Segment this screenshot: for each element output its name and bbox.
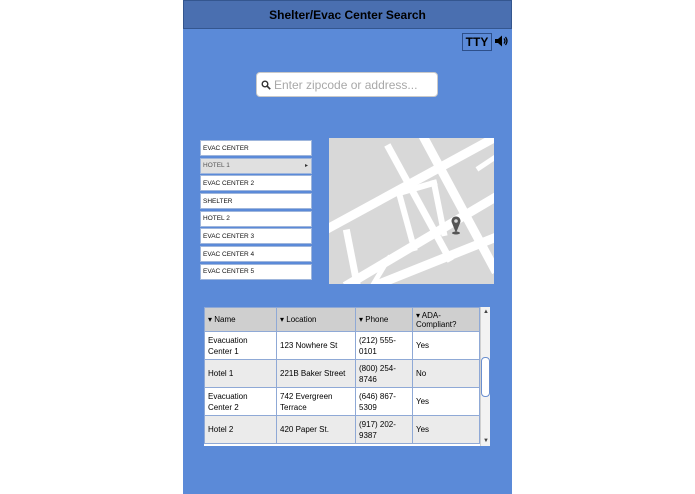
map-view[interactable] — [329, 138, 494, 284]
cell-ada: Yes — [413, 332, 480, 360]
list-item-label: EVAC CENTER 2 — [203, 179, 255, 187]
cell-phone: (917) 202-9387 — [356, 416, 413, 444]
cell-ada: Yes — [413, 416, 480, 444]
speaker-icon[interactable] — [494, 34, 508, 48]
table-row[interactable] — [205, 416, 480, 444]
sort-icon: ▾ — [416, 310, 421, 320]
cell-name: Hotel 1 — [205, 360, 277, 388]
map-streets — [329, 138, 494, 284]
list-item[interactable] — [200, 140, 312, 156]
chevron-right-icon: ▸ — [304, 163, 308, 170]
list-item[interactable] — [200, 211, 312, 227]
results-table — [204, 307, 490, 446]
cell-name: Evacuation Center 2 — [205, 388, 277, 416]
column-header-location[interactable] — [277, 308, 356, 332]
app-panel — [183, 0, 512, 494]
cell-location: 742 Evergreen Terrace — [277, 388, 356, 416]
list-item-label: SHELTER — [203, 197, 233, 205]
page-title: Shelter/Evac Center Search — [183, 0, 512, 29]
column-header-phone[interactable] — [356, 308, 413, 332]
cell-phone: (212) 555-0101 — [356, 332, 413, 360]
list-item[interactable] — [200, 175, 312, 191]
table-row[interactable] — [205, 388, 480, 416]
location-list — [200, 140, 312, 282]
list-item-label: HOTEL 1 — [203, 162, 230, 170]
cell-location: 420 Paper St. — [277, 416, 356, 444]
column-header-label: Phone — [365, 315, 389, 324]
list-item[interactable] — [200, 228, 312, 244]
column-header-ada[interactable] — [413, 308, 480, 332]
sort-icon: ▾ — [208, 315, 213, 324]
column-header-label: ADA-Compliant? — [416, 310, 457, 329]
cell-phone: (646) 867-5309 — [356, 388, 413, 416]
map-pin-icon[interactable] — [450, 215, 462, 235]
list-item-label: HOTEL 2 — [203, 215, 230, 223]
search-input[interactable] — [272, 77, 436, 93]
list-item-label: EVAC CENTER 5 — [203, 268, 255, 276]
tty-button[interactable]: TTY — [462, 33, 492, 51]
cell-name: Evacuation Center 1 — [205, 332, 277, 360]
scroll-down-icon[interactable]: ▼ — [483, 438, 489, 444]
cell-ada: Yes — [413, 388, 480, 416]
search-icon — [261, 80, 271, 90]
scrollbar-thumb[interactable] — [481, 357, 490, 397]
column-header-label: Name — [214, 315, 236, 324]
table-row[interactable] — [205, 332, 480, 360]
sort-icon: ▾ — [359, 315, 364, 324]
list-item[interactable] — [200, 246, 312, 262]
list-item-label: EVAC CENTER 3 — [203, 232, 255, 240]
search-box[interactable] — [256, 72, 438, 97]
column-header-label: Location — [286, 315, 317, 324]
table-scrollbar[interactable] — [480, 307, 490, 446]
cell-phone: (800) 254-8746 — [356, 360, 413, 388]
table-row[interactable] — [205, 360, 480, 388]
list-item-selected[interactable] — [200, 158, 312, 174]
list-item[interactable] — [200, 264, 312, 280]
cell-location: 221B Baker Street — [277, 360, 356, 388]
list-item[interactable] — [200, 193, 312, 209]
column-header-name[interactable] — [205, 308, 277, 332]
cell-location: 123 Nowhere St — [277, 332, 356, 360]
scroll-up-icon[interactable]: ▲ — [483, 309, 489, 315]
list-item-label: EVAC CENTER — [203, 144, 249, 152]
list-item-label: EVAC CENTER 4 — [203, 250, 255, 258]
cell-name: Hotel 2 — [205, 416, 277, 444]
cell-ada: No — [413, 360, 480, 388]
sort-icon: ▾ — [280, 315, 285, 324]
